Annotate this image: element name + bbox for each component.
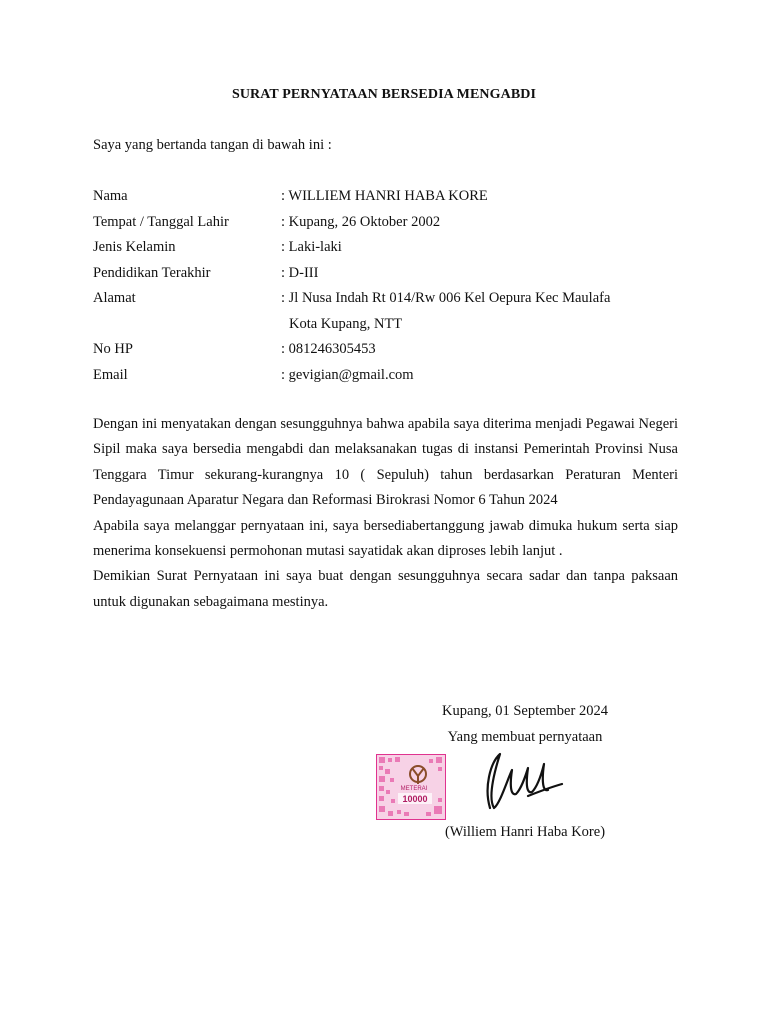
field-label: Pendidikan Terakhir [93, 264, 211, 281]
place-date: Kupang, 01 September 2024 [442, 703, 608, 719]
field-label [93, 314, 281, 340]
field-value: : D-III [281, 264, 319, 281]
field-row-pendidikan [93, 263, 693, 289]
field-row-alamat-continued [93, 314, 693, 340]
intro-text: Saya yang bertanda tangan di bawah ini : [93, 137, 332, 153]
field-row-email [93, 365, 693, 391]
signer-role: Yang membuat pernyataan [447, 729, 603, 745]
handwritten-signature-icon [470, 748, 570, 814]
stamp-label: METERAI [400, 786, 428, 792]
field-label: Email [93, 366, 128, 383]
field-label: Nama [93, 188, 128, 204]
field-label: Tempat / Tanggal Lahir [93, 213, 229, 230]
stamp-amount: 10000 [402, 794, 428, 804]
field-row-no-hp [93, 339, 693, 365]
field-value: : 081246305453 [281, 341, 376, 357]
field-value: : Jl Nusa Indah Rt 014/Rw 006 Kel Oepura Kec Maulafa [281, 290, 611, 306]
field-row-alamat [93, 288, 693, 314]
field-value: : gevigian@gmail.com [281, 366, 414, 383]
field-row-nama [93, 186, 693, 212]
statement-paragraph: Demikian Surat Pernyataan ini saya buat dengan sesungguhnya secara sadar dan tanpa paksaan untuk digunakan sebagaimana mestinya. [93, 568, 678, 610]
field-value: Kota Kupang, NTT [289, 315, 403, 332]
field-label: No HP [93, 341, 133, 357]
meterai-stamp-icon [376, 754, 446, 820]
field-row-tempat-tanggal-lahir [93, 212, 693, 238]
field-value: : Kupang, 26 Oktober 2002 [281, 213, 441, 230]
field-row-jenis-kelamin [93, 237, 693, 263]
statement-body [93, 412, 678, 615]
signature-block [420, 698, 630, 750]
field-label: Jenis Kelamin [93, 239, 176, 255]
statement-paragraph: Dengan ini menyatakan dengan sesungguhnya bahwa apabila saya diterima menjadi Pegawai Negeri Sipil maka saya bersedia mengabdi dan melaksanakan tugas di instansi Pemerintah Provinsi Nusa Tenggara Timur sekurang-kurangnya 10 ( Sepuluh) tahun berdasarkan Peraturan Menteri Pendayagunaan Aparatur Negara dan Reformasi Birokrasi Nomor 6 Tahun 2024 [93, 416, 678, 509]
field-value: : WILLIEM HANRI HABA KORE [281, 188, 488, 204]
statement-paragraph: Apabila saya melanggar pernyataan ini, saya bersediabertanggung jawab dimuka hukum serta siap menerima konsekuensi permohonan mutasi sayatidak akan diproses lebih lanjut . [93, 517, 678, 560]
field-label: Alamat [93, 290, 136, 306]
identity-fields [93, 186, 693, 390]
signer-name: (Williem Hanri Haba Kore) [444, 824, 606, 840]
document-title: SURAT PERNYATAAN BERSEDIA MENGABDI [231, 87, 537, 102]
field-value: : Laki-laki [281, 239, 342, 255]
